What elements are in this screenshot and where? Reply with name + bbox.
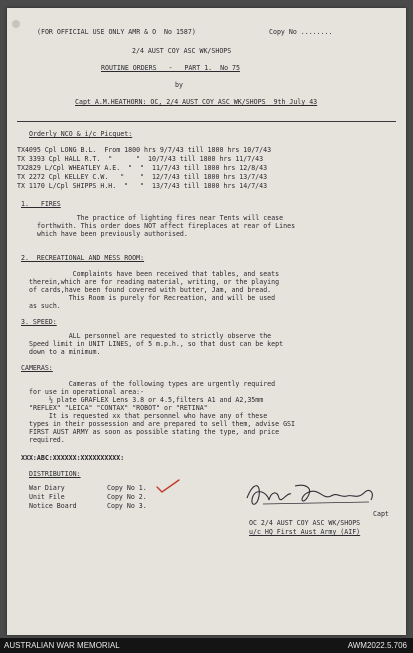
official-use-line: (FOR OFFICIAL USE ONLY AMR & O No 1587) bbox=[37, 28, 196, 36]
unit-title: 2/4 AUST COY ASC WK/SHOPS bbox=[132, 47, 232, 55]
archive-footer bbox=[0, 638, 413, 653]
red-tick-mark bbox=[155, 478, 181, 494]
authority-line: Capt A.M.HEATHORN: OC, 2/4 AUST COY ASC WK/SHOPS 9th July 43 bbox=[75, 98, 318, 106]
speed-text: Speed limit in UNIT LINES, of 5 m.p.h., so that dust can be kept bbox=[29, 340, 284, 348]
orderly-row: TX 2272 Cpl KELLEY C.W. " " 12/7/43 till 1800 hrs 13/7/43 bbox=[17, 173, 268, 181]
signatory-unit: OC 2/4 AUST COY ASC WK/SHOPS bbox=[249, 519, 361, 527]
speed-text: down to a minimum. bbox=[29, 348, 101, 356]
distribution-recipient: Unit File bbox=[29, 493, 65, 501]
cameras-heading: CAMERAS: bbox=[21, 364, 53, 372]
by-label: by bbox=[175, 81, 183, 89]
routine-orders-title: ROUTINE ORDERS - PART 1. No 75 bbox=[101, 64, 240, 72]
fires-text: forthwith. This order does NOT affect fireplaces at rear of Lines bbox=[37, 222, 296, 230]
cameras-text: required. bbox=[29, 436, 65, 444]
distribution-copy: Copy No 3. bbox=[107, 502, 147, 510]
orderly-row: TX2829 L/Cpl WHEATLEY A.E. " " 11/7/43 till 1800 hrs 12/8/43 bbox=[17, 164, 268, 172]
handwritten-signature bbox=[243, 478, 383, 512]
cameras-text: "REFLEX" "LEICA" "CONTAX" "ROBOT" or "RETINA" bbox=[29, 404, 208, 412]
struck-out-heading: XXX:ABC:XXXXXX:XXXXXXXXXX: bbox=[21, 454, 125, 462]
orderly-row: TX 3393 Cpl HALL R.T. " " 10/7/43 till 1800 hrs 11/7/43 bbox=[17, 155, 264, 163]
signatory-command: u/c HQ First Aust Army (AIF) bbox=[249, 528, 361, 536]
recreational-text: as such. bbox=[29, 302, 61, 310]
cameras-text: types in their possession and are prepared to sell them, advise GSI bbox=[29, 420, 295, 428]
archive-reference: AWM2022.5.706 bbox=[347, 641, 407, 650]
recreational-text: of cards,have been found covered with butter, Jam, and bread. bbox=[29, 286, 272, 294]
fires-text: which have been previously authorised. bbox=[37, 230, 188, 238]
distribution-recipient: War Diary bbox=[29, 484, 65, 492]
document-page bbox=[7, 8, 406, 635]
orderly-row: TX 1170 L/Cpl SHIPPS H.H. " " 13/7/43 till 1800 hrs 14/7/43 bbox=[17, 182, 268, 190]
speed-text: ALL personnel are requested to strictly observe the bbox=[29, 332, 272, 340]
copy-number: Copy No ........ bbox=[269, 28, 333, 36]
signatory-rank: Capt bbox=[373, 510, 389, 518]
distribution-copy: Copy No 2. bbox=[107, 493, 147, 501]
header-divider bbox=[17, 121, 396, 122]
fires-text: The practice of lighting fires near Tents will cease bbox=[37, 214, 284, 222]
cameras-text: ½ plate GRAFLEX Lens 3.8 or 4.5,filters A1 and A2,35mm bbox=[29, 396, 264, 404]
orderly-row: TX4095 Cpl LONG B.L. From 1800 hrs 9/7/43 till 1800 hrs 10/7/43 bbox=[17, 146, 272, 154]
fires-heading: 1. FIRES bbox=[21, 200, 61, 208]
cameras-text: It is requested xx that personnel who have any of these bbox=[29, 412, 268, 420]
recreational-text: This Room is purely for Recreation, and will be used bbox=[29, 294, 276, 302]
punch-hole bbox=[12, 20, 20, 28]
distribution-recipient: Notice Board bbox=[29, 502, 77, 510]
cameras-text: Cameras of the following types are urgently required bbox=[29, 380, 276, 388]
cameras-text: for use in operational area:- bbox=[29, 388, 145, 396]
recreational-text: Complaints have been received that tables, and seats bbox=[29, 270, 280, 278]
speed-heading: 3. SPEED: bbox=[21, 318, 57, 326]
recreational-text: therein,which are for reading material, writing, or the playing bbox=[29, 278, 280, 286]
distribution-heading: DISTRIBUTION: bbox=[29, 470, 81, 478]
archive-name: AUSTRALIAN WAR MEMORIAL bbox=[4, 641, 120, 650]
cameras-text: FIRST AUST ARMY as soon as possible stating the type, and price bbox=[29, 428, 280, 436]
recreational-heading: 2. RECREATIONAL AND MESS ROOM: bbox=[21, 254, 145, 262]
distribution-copy: Copy No 1. bbox=[107, 484, 147, 492]
orderly-heading: Orderly NCO & i/c Picquet: bbox=[29, 130, 133, 138]
